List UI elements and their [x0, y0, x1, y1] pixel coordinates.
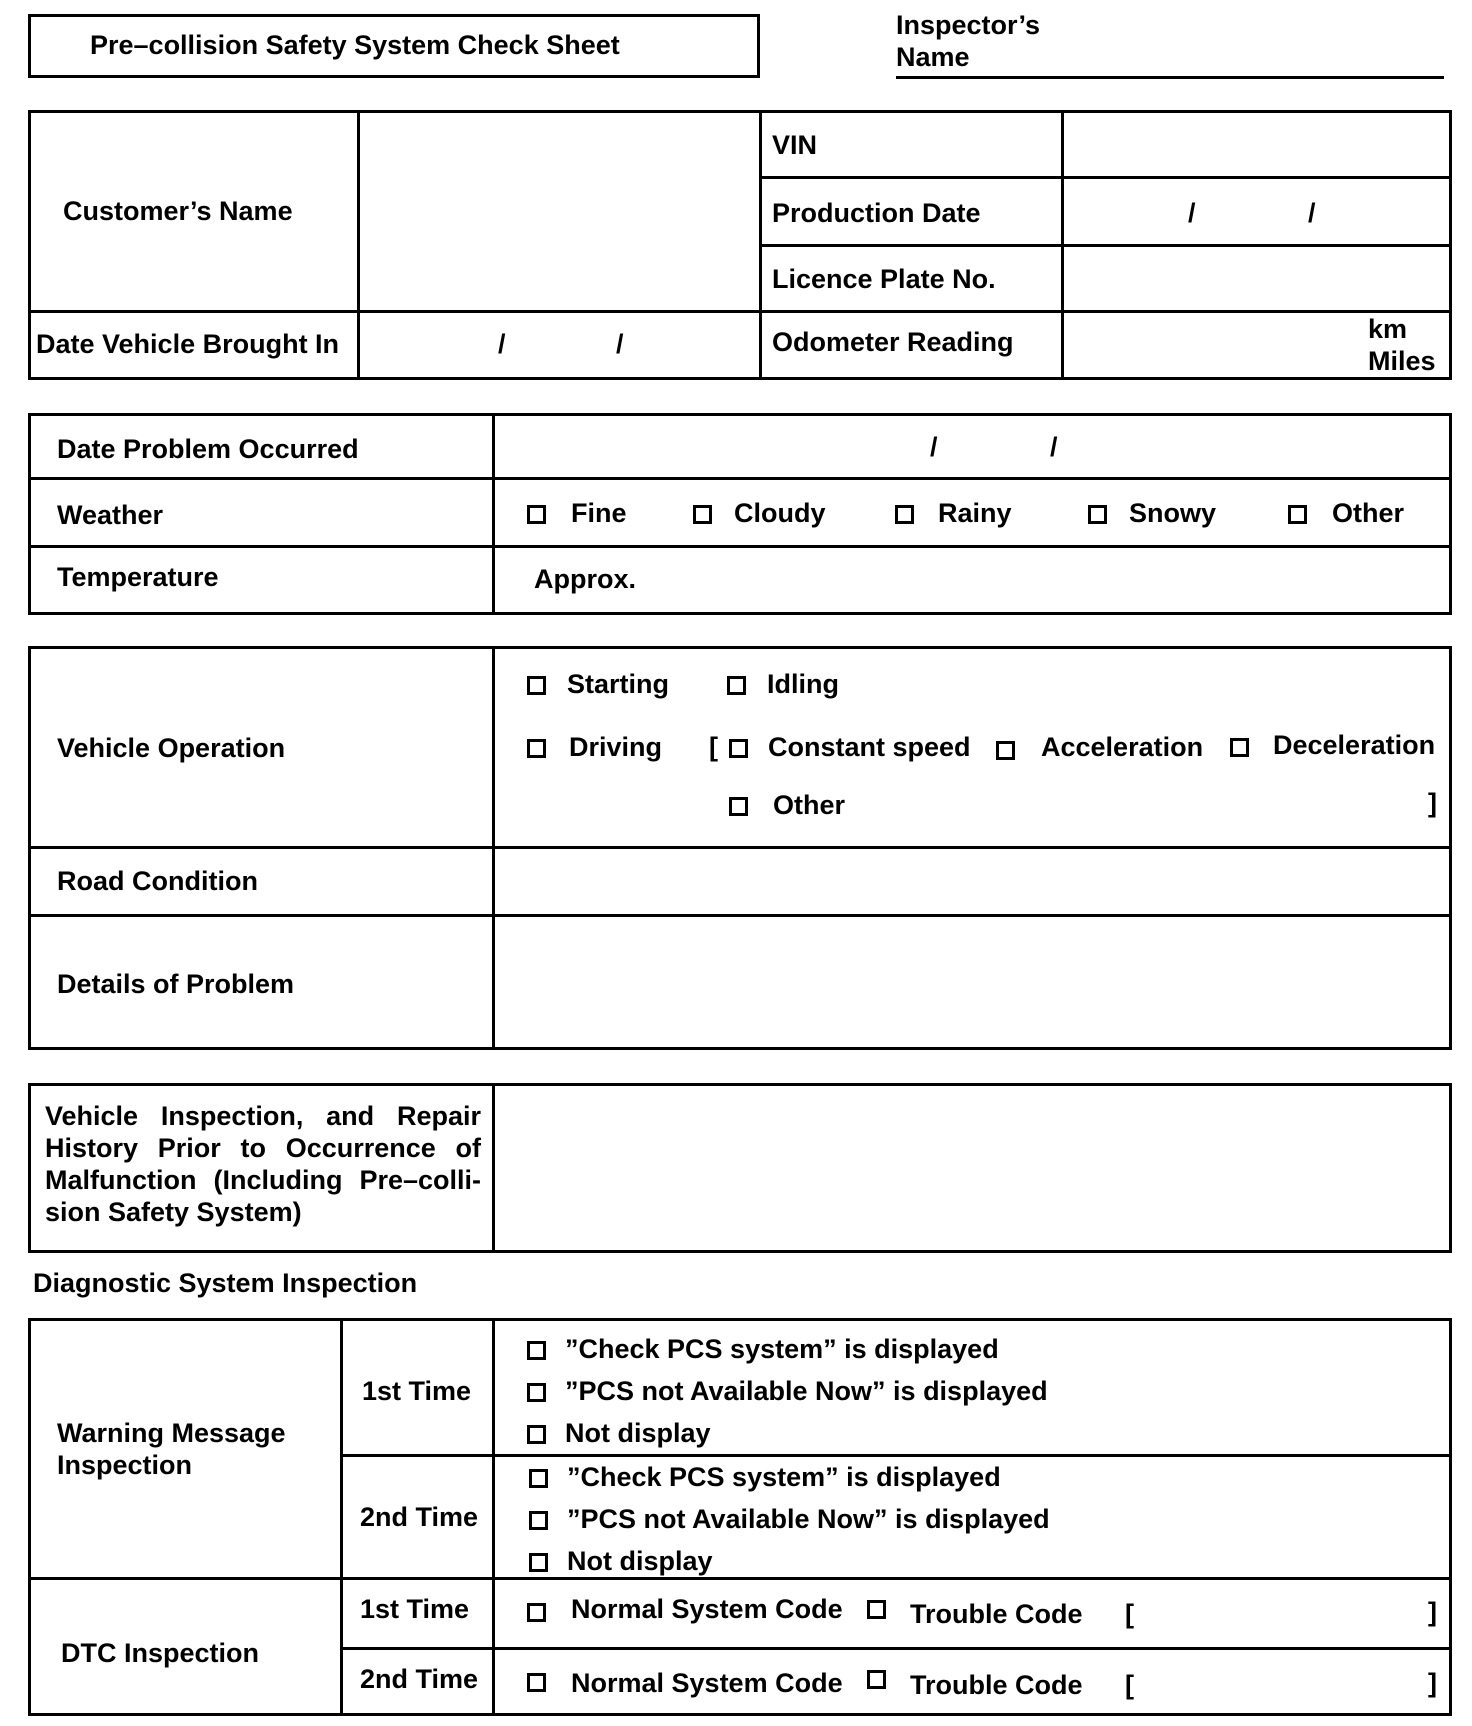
inspector-name-line[interactable] [896, 76, 1444, 79]
warning-1-not-available-label: ”PCS not Available Now” is displayed [565, 1376, 1048, 1406]
operation-other-checkbox[interactable] [729, 797, 748, 816]
weather-label: Weather [57, 500, 164, 530]
dtc-inspection-label: DTC Inspection [61, 1638, 260, 1668]
temperature-label: Temperature [57, 562, 219, 592]
weather-rainy-checkbox[interactable] [895, 505, 914, 524]
operation-starting-checkbox[interactable] [527, 676, 546, 695]
warning-2-not-display-checkbox[interactable] [529, 1553, 548, 1572]
warning-1-not-display-label: Not display [565, 1418, 711, 1448]
dtc-1-bracket-open: [ [1125, 1599, 1134, 1629]
weather-fine-label: Fine [571, 498, 627, 528]
warning-message-label-line1: Warning Message [57, 1418, 286, 1448]
operation-constant-speed-checkbox[interactable] [729, 739, 748, 758]
warning-2-not-display-label: Not display [567, 1546, 713, 1576]
operation-starting-label: Starting [567, 669, 670, 699]
warning-1-check-pcs-label: ”Check PCS system” is displayed [565, 1334, 999, 1364]
dtc-1-bracket-close: ] [1428, 1597, 1437, 1627]
production-date-sep-2: / [1308, 198, 1316, 228]
weather-snowy-checkbox[interactable] [1088, 505, 1107, 524]
warning-1-not-display-checkbox[interactable] [527, 1425, 546, 1444]
operation-driving-checkbox[interactable] [527, 739, 546, 758]
vehicle-operation-label: Vehicle Operation [57, 733, 286, 763]
dtc-2-normal-label: Normal System Code [571, 1668, 843, 1698]
warning-1-not-available-checkbox[interactable] [527, 1383, 546, 1402]
weather-fine-checkbox[interactable] [527, 505, 546, 524]
production-date-sep-1: / [1188, 198, 1196, 228]
date-problem-label: Date Problem Occurred [57, 434, 359, 464]
dtc-1-normal-checkbox[interactable] [527, 1603, 546, 1622]
warning-2-check-pcs-checkbox[interactable] [529, 1469, 548, 1488]
date-brought-in-label: Date Vehicle Brought In [36, 329, 340, 359]
warning-second-time-label: 2nd Time [360, 1502, 479, 1532]
warning-2-not-available-label: ”PCS not Available Now” is displayed [567, 1504, 1050, 1534]
inspector-label-line2: Name [896, 42, 970, 72]
operation-driving-label: Driving [569, 732, 663, 762]
road-condition-field[interactable] [497, 850, 1448, 912]
warning-first-time-label: 1st Time [362, 1376, 472, 1406]
weather-rainy-label: Rainy [938, 498, 1012, 528]
diagnostic-section-title: Diagnostic System Inspection [33, 1268, 418, 1298]
weather-cloudy-checkbox[interactable] [693, 505, 712, 524]
production-date-label: Production Date [772, 198, 981, 228]
dtc-1-trouble-label: Trouble Code [910, 1599, 1083, 1629]
repair-history-field[interactable] [497, 1087, 1448, 1249]
customer-name-label: Customer’s Name [63, 196, 293, 226]
dtc-2-trouble-label: Trouble Code [910, 1670, 1083, 1700]
date-problem-sep-1: / [930, 432, 938, 462]
operation-deceleration-checkbox[interactable] [1230, 738, 1249, 757]
weather-cloudy-label: Cloudy [734, 498, 826, 528]
dtc-second-time-label: 2nd Time [360, 1664, 479, 1694]
date-problem-sep-2: / [1050, 432, 1058, 462]
road-condition-label: Road Condition [57, 866, 258, 896]
licence-plate-field[interactable] [1066, 248, 1448, 308]
driving-bracket-open: [ [709, 732, 718, 762]
dtc-2-trouble-checkbox[interactable] [867, 1670, 886, 1689]
vin-field[interactable] [1066, 114, 1448, 174]
driving-bracket-close: ] [1428, 788, 1437, 818]
temperature-prefix: Approx. [534, 564, 637, 594]
details-of-problem-field[interactable] [497, 918, 1448, 1046]
operation-idling-checkbox[interactable] [727, 676, 746, 695]
weather-other-checkbox[interactable] [1288, 505, 1307, 524]
licence-plate-label: Licence Plate No. [772, 264, 996, 294]
operation-idling-label: Idling [767, 669, 839, 699]
dtc-2-bracket-open: [ [1125, 1670, 1134, 1700]
dtc-1-trouble-code-field[interactable] [1140, 1596, 1420, 1630]
warning-2-not-available-checkbox[interactable] [529, 1511, 548, 1530]
warning-1-check-pcs-checkbox[interactable] [527, 1341, 546, 1360]
operation-constant-speed-label: Constant speed [768, 732, 971, 762]
odometer-unit-miles: Miles [1368, 346, 1436, 376]
warning-2-check-pcs-label: ”Check PCS system” is displayed [567, 1462, 1001, 1492]
dtc-1-normal-label: Normal System Code [571, 1594, 843, 1624]
date-brought-in-sep-1: / [498, 329, 506, 359]
operation-deceleration-label: Deceleration [1273, 730, 1436, 760]
dtc-2-bracket-close: ] [1428, 1668, 1437, 1698]
vin-label: VIN [772, 130, 818, 160]
operation-acceleration-label: Acceleration [1041, 732, 1204, 762]
inspector-label-line1: Inspector’s [896, 10, 1041, 40]
dtc-1-trouble-checkbox[interactable] [867, 1600, 886, 1619]
operation-other-label: Other [773, 790, 846, 820]
details-of-problem-label: Details of Problem [57, 969, 295, 999]
odometer-unit-km: km [1368, 314, 1408, 344]
page-title: Pre–collision Safety System Check Sheet [90, 30, 620, 60]
weather-other-label: Other [1332, 498, 1405, 528]
odometer-label: Odometer Reading [772, 327, 1014, 357]
dtc-2-normal-checkbox[interactable] [527, 1673, 546, 1692]
repair-history-label: Vehicle Inspection, and Repair History Prior to Occurrence of Malfunction (Including Pre–colli-sion Safety System) [45, 1101, 481, 1227]
weather-snowy-label: Snowy [1129, 498, 1217, 528]
dtc-first-time-label: 1st Time [360, 1594, 470, 1624]
date-brought-in-sep-2: / [616, 329, 624, 359]
operation-acceleration-checkbox[interactable] [996, 741, 1015, 760]
warning-message-label-line2: Inspection [57, 1450, 193, 1480]
dtc-2-trouble-code-field[interactable] [1140, 1666, 1420, 1700]
customer-name-field[interactable] [362, 114, 756, 308]
